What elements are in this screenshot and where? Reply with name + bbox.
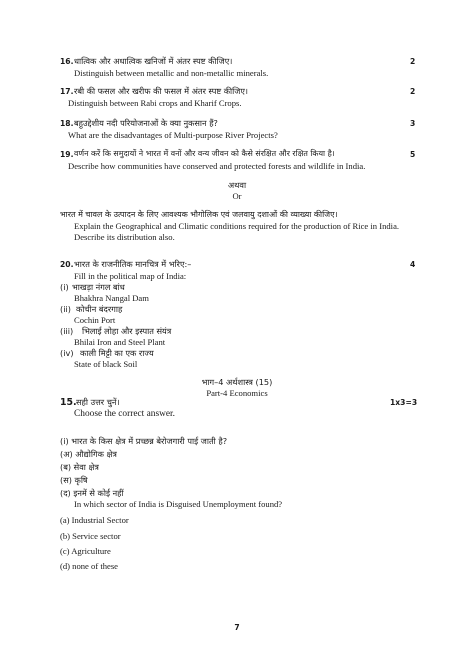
q20-item-1-english: Bhakhra Nangal Dam — [74, 293, 149, 303]
q19-alt-english-1: Explain the Geographical and Climatic conditions required for the production of Rice in India. — [74, 221, 400, 231]
q20-item-4-english: State of black Soil — [74, 359, 138, 369]
q15-option-hindi-c: (स) कृषि — [60, 475, 88, 485]
q19-english: Describe how communities have conserved and protected forests and wildlife in India. — [68, 161, 366, 171]
q18-english: What are the disadvantages of Multi-purpose River Projects? — [68, 130, 278, 140]
q19-number: 19. — [60, 150, 74, 159]
section-title-hindi: भाग–4 अर्थशास्त्र (15) — [201, 377, 273, 387]
q16-english: Distinguish between metallic and non-metallic minerals. — [74, 68, 269, 78]
q19-marks: 5 — [410, 150, 416, 159]
q20-item-1-label: (i) — [60, 282, 69, 292]
q20-marks: 4 — [410, 260, 416, 269]
q20-item-2-hindi: कोचीन बंदरगाह — [76, 304, 123, 314]
q15-option-english-a: (a) Industrial Sector — [60, 515, 129, 525]
q15-option-english-d: (d) none of these — [60, 561, 118, 571]
q20-number: 20. — [60, 260, 74, 269]
q20-english: Fill in the political map of India: — [74, 271, 187, 281]
q20-item-3-english: Bhilai Iron and Steel Plant — [74, 337, 166, 347]
q20-item-1-hindi: भाखड़ा नंगल बांध — [72, 282, 125, 292]
q17-marks: 2 — [410, 87, 416, 96]
section-title-english: Part-4 Economics — [206, 388, 268, 398]
q18-marks: 3 — [410, 119, 416, 128]
q19-hindi: वर्णन करें कि समुदायों ने भारत में वनों और वन्य जीवन को कैसे संरक्षित और रक्षित किया है। — [74, 149, 335, 158]
page-number: 7 — [234, 623, 240, 632]
q15-option-hindi-b: (ब) सेवा क्षेत्र — [60, 462, 99, 472]
q15-option-hindi-d: (द) इनमें से कोई नहीं — [60, 488, 124, 498]
q18-number: 18. — [60, 119, 74, 128]
q15-hindi: सही उत्तर चुनें। — [76, 397, 120, 407]
q19-alt-english-2: Describe its distribution also. — [74, 232, 175, 242]
q20-item-2-label: (ii) — [60, 304, 71, 314]
or-english: Or — [232, 191, 242, 201]
q15-question-english: In which sector of India is Disguised Unemployment found? — [74, 499, 283, 509]
q20-item-4-hindi: काली मिट्टी का एक राज्य — [80, 348, 154, 358]
q19-alt-hindi: भारत में चावल के उत्पादन के लिए आवश्यक भौगोलिक एवं जलवायु दशाओं की व्याख्या कीजिए। — [60, 210, 338, 219]
q18-hindi: बहुउद्देशीय नदी परियोजनाओं के क्या नुकसान हैं? — [74, 118, 218, 128]
q15-marks: 1x3=3 — [390, 398, 418, 407]
q15-option-english-c: (c) Agriculture — [60, 546, 111, 556]
q16-marks: 2 — [410, 57, 416, 66]
q20-item-3-label: (iii) — [60, 326, 74, 336]
q20-hindi: भारत के राजनीतिक मानचित्र में भरिए:– — [74, 259, 192, 269]
q15-question-hindi: (i) भारत के किस क्षेत्र में प्रच्छन्न बेरोजगारी पाई जाती है? — [60, 436, 228, 446]
q17-number: 17. — [60, 87, 74, 96]
q15-english: Choose the correct answer. — [74, 409, 176, 419]
q15-option-english-b: (b) Service sector — [60, 531, 121, 541]
or-hindi: अथवा — [227, 180, 247, 190]
q17-hindi: रबी की फसल और खरीफ की फसल में अंतर स्पष्ट कीजिए। — [74, 86, 249, 96]
q16-number: 16. — [60, 57, 74, 66]
q20-item-2-english: Cochin Port — [74, 315, 116, 325]
q17-english: Distinguish between Rabi crops and Kharif Crops. — [68, 98, 242, 108]
q15-option-hindi-a: (अ) औद्योगिक क्षेत्र — [60, 449, 117, 459]
q16-hindi: धात्विक और अधात्विक खनिजों में अंतर स्पष्ट कीजिए। — [74, 56, 233, 66]
q15-number: 15. — [60, 397, 77, 408]
q20-item-4-label: (iv) — [60, 348, 74, 358]
q20-item-3-hindi: भिलाई लोहा और इस्पात संयंत्र — [82, 326, 172, 336]
